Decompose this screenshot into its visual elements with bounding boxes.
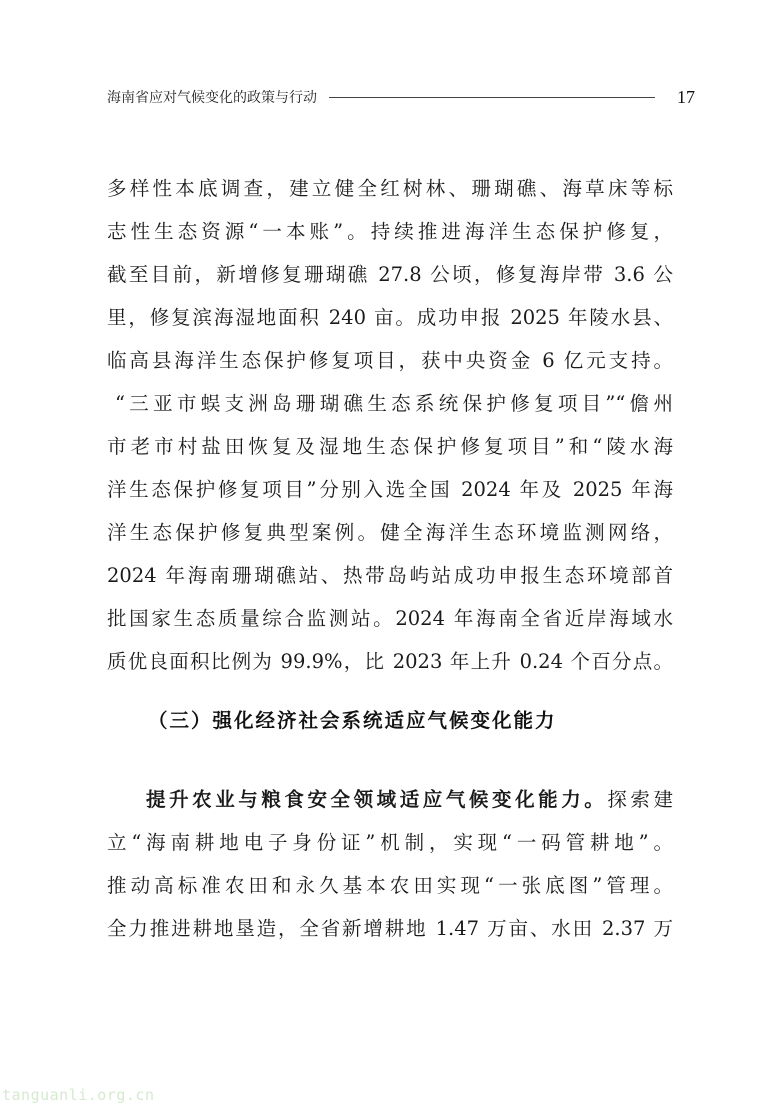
page-number: 17 xyxy=(677,86,695,107)
text-line-lead xyxy=(107,778,673,821)
header-rule xyxy=(329,97,655,98)
bold-lead-sentence: 提升农业与粮食安全领域适应气候变化能力。 xyxy=(146,788,608,811)
section-heading: （三）强化经济社会系统适应气候变化能力 xyxy=(148,709,557,732)
text-line: 里，修复滨海湿地面积 240 亩。成功申报 2025 年陵水县、 xyxy=(107,306,673,329)
text-line: 洋生态保护修复项目”分别入选全国 2024 年及 2025 年海 xyxy=(107,478,673,501)
header-title: 海南省应对气候变化的政策与行动 xyxy=(107,90,317,106)
paragraph-agriculture xyxy=(107,778,673,950)
text-line: 立“海南耕地电子身份证”机制，实现“一码管耕地”。 xyxy=(107,831,673,854)
text-line: 截至目前，新增修复珊瑚礁 27.8 公顷，修复海岸带 3.6 公 xyxy=(107,263,673,286)
text-line: 全力推进耕地垦造，全省新增耕地 1.47 万亩、水田 2.37 万 xyxy=(107,917,673,940)
lead-rest: 探索建 xyxy=(607,788,673,811)
text-line: 批国家生态质量综合监测站。2024 年海南全省近岸海域水 xyxy=(107,607,673,630)
paragraph-marine-ecology xyxy=(107,167,673,683)
watermark: tanguanli.org.cn xyxy=(2,1086,155,1104)
text-line: 推动高标准农田和永久基本农田实现“一张底图”管理。 xyxy=(107,874,673,897)
text-line: “三亚市蜈支洲岛珊瑚礁生态系统保护修复项目”“儋州 xyxy=(115,392,673,415)
text-line: 质优良面积比例为 99.9%，比 2023 年上升 0.24 个百分点。 xyxy=(107,650,673,673)
text-line: 志性生态资源“一本账”。持续推进海洋生态保护修复， xyxy=(107,220,673,243)
text-line: 洋生态保护修复典型案例。健全海洋生态环境监测网络， xyxy=(107,521,673,544)
text-line: 临高县海洋生态保护修复项目，获中央资金 6 亿元支持。 xyxy=(107,349,673,372)
text-line: 2024 年海南珊瑚礁站、热带岛屿站成功申报生态环境部首 xyxy=(107,564,673,587)
text-line: 市老市村盐田恢复及湿地生态保护修复项目”和“陵水海 xyxy=(107,435,673,458)
running-header xyxy=(107,86,695,108)
text-line: 多样性本底调查，建立健全红树林、珊瑚礁、海草床等标 xyxy=(107,177,673,200)
